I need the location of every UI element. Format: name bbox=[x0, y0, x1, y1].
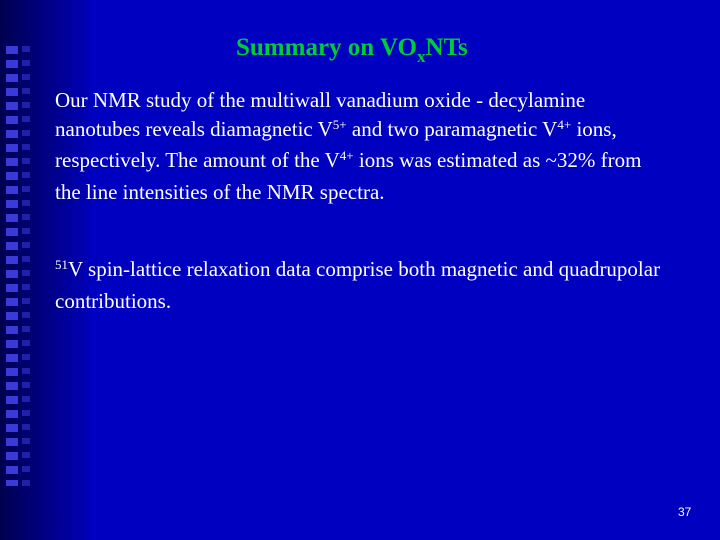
paragraph1-text-b: and two paramagnetic V bbox=[346, 116, 558, 141]
summary-paragraph-2 bbox=[55, 255, 665, 315]
title-subscript: x bbox=[417, 47, 426, 66]
decorative-square-column bbox=[6, 46, 18, 486]
page-number: 37 bbox=[678, 505, 692, 519]
isotope-superscript: 51 bbox=[55, 257, 68, 272]
slide-title bbox=[236, 34, 468, 66]
paragraph1-text-d: ions was estimated as ~32% from the line intensities of the NMR spectra. bbox=[55, 148, 642, 204]
summary-paragraph-1 bbox=[55, 86, 665, 206]
paragraph2-text: V spin-lattice relaxation data comprise both magnetic and quadrupolar contributions. bbox=[55, 257, 661, 313]
decorative-square-column-inner bbox=[22, 46, 30, 486]
title-suffix: NTs bbox=[425, 34, 468, 61]
paragraph1-text-c: ions, respectively. The amount of the V bbox=[55, 116, 617, 172]
paragraph1-text-a: Our NMR study of the multiwall vanadium oxide - decylamine nanotubes reveals diamagnetic V bbox=[55, 88, 586, 141]
title-prefix: Summary on VO bbox=[236, 34, 418, 61]
paragraph1-sup-c: 4+ bbox=[339, 148, 354, 163]
paragraph1-sup-b: 4+ bbox=[557, 116, 572, 132]
paragraph1-sup-a: 5+ bbox=[332, 116, 347, 132]
